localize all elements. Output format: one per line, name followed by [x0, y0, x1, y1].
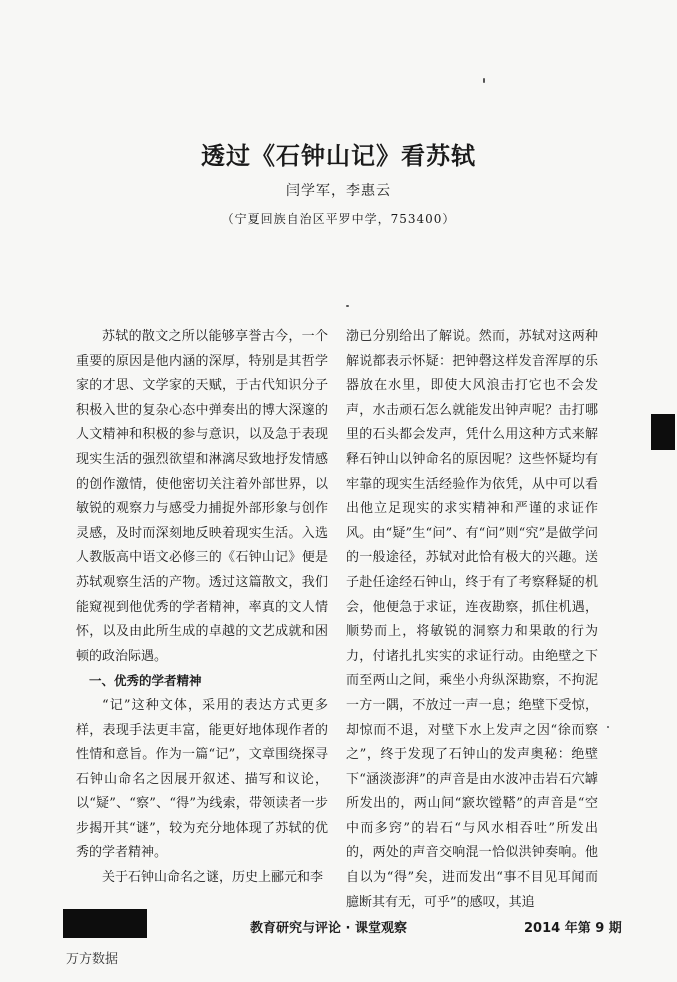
- section-heading-scholar-spirit: 一、优秀的学者精神: [89, 673, 202, 689]
- footer-journal-name: 教育研究与评论 · 课堂观察: [250, 921, 407, 936]
- scan-speck: [607, 726, 609, 728]
- scan-speck: [346, 305, 349, 307]
- paragraph-ji-genre: “记”这种文体，采用的表达方式更多样，表现手法更丰富，能更好地体现作者的性情和意旨。作为一篇“记”，文章围绕探寻石钟山命名之因展开叙述、描写和议论，以“疑”、“察”、“得”为线索，带领读者一步步揭开其“谜”，较为充分地体现了苏轼的优秀的学者精神。: [76, 697, 328, 861]
- footer-issue-number: 2014 年第 9 期: [524, 921, 622, 936]
- paragraph-intro: 苏轼的散文之所以能够享誉古今，一个重要的原因是他内涵的深厚，特别是其哲学家的才思、文学家的天赋，于古代知识分子积极入世的复杂心态中弹奏出的博大深邃的人文精神和积极的参与意识，以及急于表现现实生活的强烈欲望和淋漓尽致地抒发情感的创作激情，使他密切关注着外部世界，以敏锐的观察力与感受力捕捉外部形象与创作灵感，及时而深刻地反映着现实生活。入选人教版高中语文必修三的《石钟山记》便是苏轼观察生活的产物。透过这篇散文，我们能窥视到他优秀的学者精神，率真的文人情怀，以及由此所生成的卓越的文艺成就和困顿的政治际遇。: [76, 329, 328, 664]
- scan-speck: [483, 78, 485, 83]
- paragraph-naming-mystery-continued: 渤已分别给出了解说。然而，苏轼对这两种解说都表示怀疑：把钟磬这样发音浑厚的乐器放在水里，即使大风浪击打它也不会发声，水击顽石怎么就能发出钟声呢？击打哪里的石头都会发声，凭什么用这种方式来解释石钟山以钟命名的原因呢？这些怀疑均有牢靠的现实生活经验作为依凭，从中可以看出他立足现实的求实精神和严谨的求证作风。由“疑”生“问”、有“问”则“究”是做学问的一般途径，苏轼对此恰有极大的兴趣。送子赴任途经石钟山，终于有了考察释疑的机会，他便急于求证，连夜勘察，抓住机遇，顺势而上，将敏锐的洞察力和果敢的行为力，付诸扎扎实实的求证行动。由绝壁之下而至两山之间，乘坐小舟纵深勘察，不拘泥一方一隅，不放过一声一息；绝壁下受惊，却惊而不退，对壁下水上发声之因“徐而察之”，终于发现了石钟山的发声奥秘：绝壁下“涵淡澎湃”的声音是由水波冲击岩石穴罅所发出的，两山间“窾坎镗鞳”的声音是“空中而多窍”的岩石“与风水相吞吐”所发出的，两处的声音交响混一恰似洪钟奏响。他自以为“得”矣，进而发出“事不目见耳闻而臆断其有无，可乎”的感叹，其追: [346, 329, 598, 910]
- article-affiliation: （宁夏回族自治区平罗中学，753400）: [221, 212, 456, 226]
- watermark-text: 万方数据: [66, 952, 119, 967]
- page-edge-tab: [651, 414, 675, 450]
- article-title: 透过《石钟山记》看苏轼: [201, 142, 476, 170]
- article-authors: 闫学军，李惠云: [286, 183, 391, 199]
- left-column: [76, 325, 328, 891]
- paragraph-naming-mystery: 关于石钟山命名之谜，历史上郦元和李: [102, 870, 324, 886]
- right-column: [346, 325, 598, 915]
- footer-black-block: [63, 909, 147, 938]
